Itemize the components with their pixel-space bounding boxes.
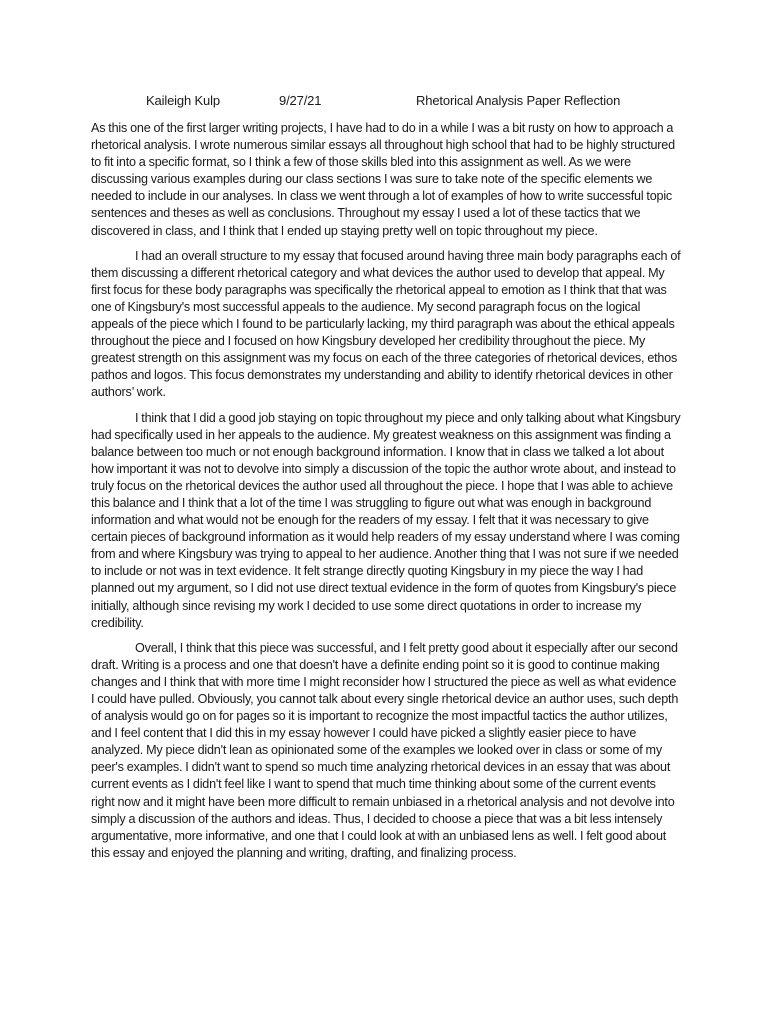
- document-date: 9/27/21: [279, 93, 322, 108]
- paragraph-2: I had an overall structure to my essay that focused around having three main body paragraphs each of them discussing a different rhetorical category and what devices the author used to develop that appeal. My first focus for these body paragraphs was specifically the rhetorical appeal to emotion as I think that that was one of Kingsbury's most successful appeals to the audience. My second paragraph focus on the logical appeals of the piece which I found to be particularly lacking, my third paragraph was about the ethical appeals throughout the piece and I focused on how Kingsbury developed her credibility throughout the piece. My greatest strength on this assignment was my focus on each of the three categories of rhetorical devices, ethos pathos and logos. This focus demonstrates my understanding and ability to identify rhetorical devices in other authors’ work.: [91, 248, 681, 400]
- paragraph-3: I think that I did a good job staying on topic throughout my piece and only talking about what Kingsbury had specifically used in her appeals to the audience. My greatest weakness on this assignment was finding a balance between too much or not enough background information. I know that in class we talked a lot about how important it was not to devolve into simply a discussion of the topic the author wrote about, and instead to truly focus on the rhetorical devices the author used all throughout the piece. I hope that I was able to achieve this balance and I think that a lot of the time I was struggling to figure out what was enough in background information and what would not be enough for the readers of my essay. I felt that it was necessary to give certain pieces of background information as it would help readers of my essay understand where I was coming from and where Kingsbury was trying to appeal to her audience. Another thing that I was not sure if we needed to include or not was in text evidence. It felt strange directly quoting Kingsbury in my piece the way I had planned out my argument, so I did not use direct textual evidence in the form of quotes from Kingsbury's piece initially, although since revising my work I decided to use some direct quotations in order to increase my credibility.: [91, 410, 681, 630]
- document-header: [0, 93, 768, 111]
- paragraph-4: Overall, I think that this piece was successful, and I felt pretty good about it especially after our second draft. Writing is a process and one that doesn't have a definite ending point so it is good to continue making changes and I think that with more time I might reconsider how I structured the piece as well as what evidence I could have pulled. Obviously, you cannot talk about every single rhetorical device an author uses, such depth of analysis would go on for pages so it is important to recognize the most impactful tactics the author utilizes, and I feel content that I did this in my essay however I could have picked a slightly easier piece to have analyzed. My piece didn't lean as opinionated some of the examples we looked over in class or some of my peer's examples. I didn't want to spend so much time analyzing rhetorical devices in an essay that was about current events as I didn't feel like I want to spend that much time thinking about some of the current events right now and it might have been more difficult to remain unbiased in a rhetorical analysis and not devolve into simply a discussion of the authors and ideas. Thus, I decided to choose a piece that was a bit less intensely argumentative, more informative, and one that I could look at with an unbiased lens as well. I felt good about this essay and enjoyed the planning and writing, drafting, and finalizing process.: [91, 640, 679, 860]
- document-title: Rhetorical Analysis Paper Reflection: [416, 93, 621, 108]
- document-body: [91, 120, 681, 870]
- author-name: Kaileigh Kulp: [146, 93, 220, 108]
- paragraph-1: As this one of the first larger writing projects, I have had to do in a while I was a bit rusty on how to approach a rhetorical analysis. I wrote numerous similar essays all throughout high school that had to be highly structured to fit into a specific format, so I think a few of those skills bled into this assignment as well. As we were discussing various examples during our class sections I was sure to take note of the specific elements we needed to include in our analyses. In class we went through a lot of examples of how to write successful topic sentences and theses as well as conclusions. Throughout my essay I used a lot of these tactics that we discovered in class, and I think that I ended up staying pretty well on topic throughout my piece.: [91, 121, 675, 238]
